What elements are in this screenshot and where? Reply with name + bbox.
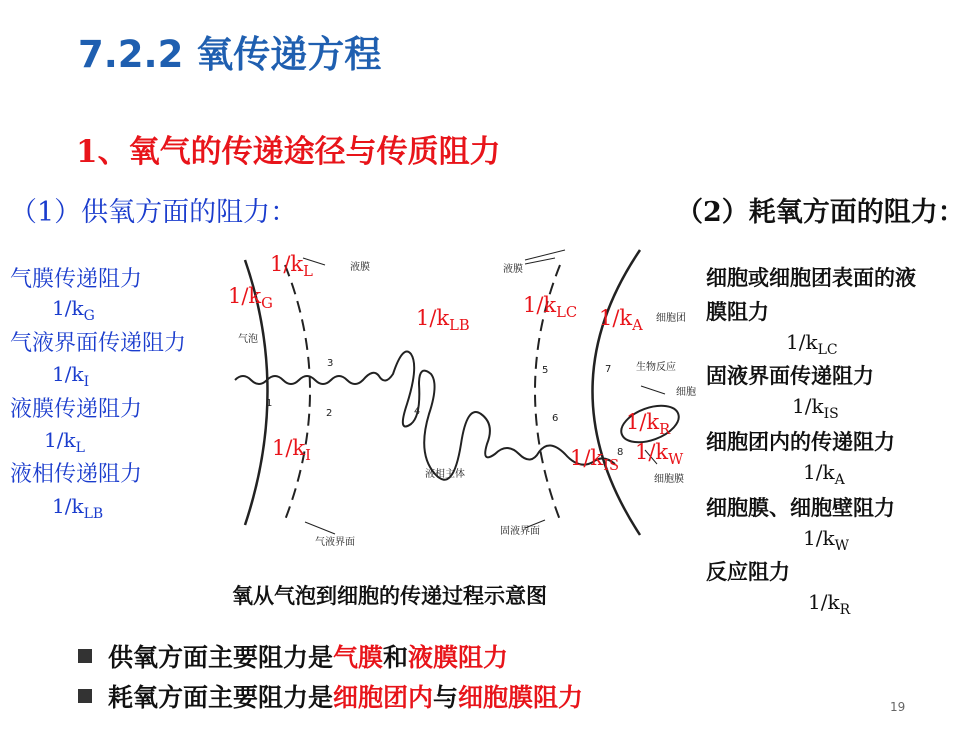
left-item-label: 气膜传递阻力 [10,267,143,292]
diagram-kW-label: $1/k_W$ [635,440,684,469]
left-item-label: 液膜传递阻力 [10,397,143,422]
cell-label: 细胞 [676,387,696,398]
right-item-label: 细胞团内的传递阻力 [706,429,895,454]
bullet-item: 供氧方面主要阻力是气膜和液膜阻力 [78,638,508,674]
left-item-k: $1/k_G$ [52,296,95,324]
square-bullet-icon [78,649,92,663]
oxygen-transfer-diagram [225,240,695,540]
diagram-kL-label: $1/k_L$ [270,252,313,281]
section-subtitle: 1、氧气的传递途径与传质阻力 [76,134,501,170]
square-bullet-icon [78,689,92,703]
cell-cluster-boundary [593,250,641,535]
diagram-caption: 氧从气泡到细胞的传递过程示意图 [232,583,547,608]
diagram-kG-label: $1/k_G$ [228,284,273,313]
zone-number: 7 [605,364,612,375]
gas-film-boundary [285,265,310,520]
right-item-k: $1/k_{IS}$ [792,394,839,422]
right-item-k: $1/k_{LC}$ [786,330,838,358]
zone-number: 2 [326,408,333,419]
left-item-k: $1/k_I$ [52,362,90,390]
right-item-label: 反应阻力 [706,559,790,584]
left-item-label: 液相传递阻力 [10,462,143,487]
bullet-item: 耗氧方面主要阻力是细胞团内与细胞膜阻力 [78,678,583,714]
liquid-film-right-label: 液膜 [503,264,523,275]
page-number: 19 [890,700,906,714]
cell-cluster-label: 细胞团 [656,313,686,324]
cell-membrane-label: 细胞膜 [654,474,684,485]
right-item-k: $1/k_R$ [808,590,851,618]
right-item-label: 固液界面传递阻力 [706,363,874,388]
zone-number: 8 [617,447,624,458]
left-item-label: 气液界面传递阻力 [10,331,187,356]
right-item-label: 膜阻力 [706,299,769,324]
right-item-label: 细胞膜、细胞壁阻力 [706,495,895,520]
page-title: 7.2.2 氧传递方程 [78,33,382,76]
diagram-kLB-label: $1/k_{LB}$ [416,306,470,335]
solid-liquid-interface-label: 固液界面 [500,526,540,537]
left-item-k: $1/k_L$ [44,428,85,456]
diagram-kI-label: $1/k_I$ [272,436,311,465]
right-item-label: 细胞或细胞团表面的液 [706,265,916,290]
diagram-kIS-label: $1/k_{IS}$ [570,446,620,475]
zone-number: 4 [414,406,421,417]
diagram-kA-label: $1/k_A$ [599,306,643,335]
supply-resistance-heading: （1）供氧方面的阻力： [10,197,298,228]
consumption-resistance-heading: （2）耗氧方面的阻力： [676,197,965,228]
bio-reaction-label: 生物反应 [636,362,676,373]
zone-number: 1 [266,398,273,409]
right-item-k: $1/k_W$ [803,526,849,554]
right-item-k: $1/k_A$ [803,460,845,488]
liquid-bulk-label: 液相主体 [425,469,465,480]
liquid-film-left-label: 液膜 [350,262,370,273]
diagram-kR-label: $1/k_R$ [626,410,671,439]
left-item-k: $1/k_{LB}$ [52,494,104,522]
zone-number: 5 [542,365,549,376]
zone-number: 3 [327,358,334,369]
gas-liquid-interface-label: 气液界面 [315,537,355,548]
diagram-kLC-label: $1/k_{LC}$ [523,293,578,322]
bubble-label: 气泡 [238,334,258,345]
zone-number: 6 [552,413,559,424]
